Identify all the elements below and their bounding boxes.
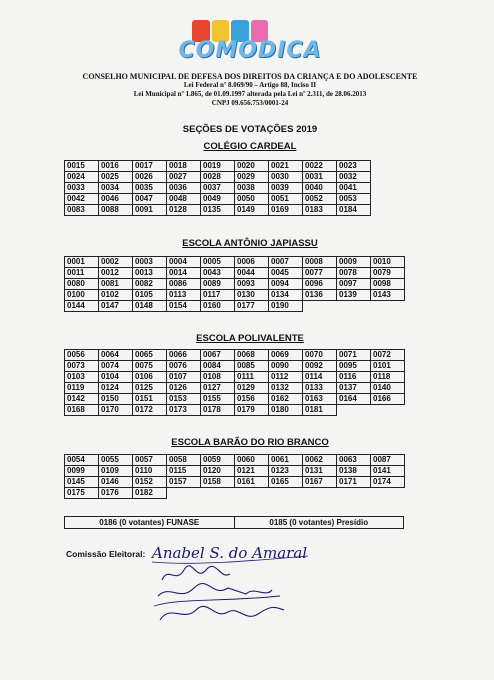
section-number-cell: 0079 [371,268,405,279]
section-number-cell: 0114 [303,372,337,383]
section-number-cell: 0059 [201,455,235,466]
empty-cell [269,488,303,499]
section-number-cell: 0030 [269,172,303,183]
section-number-cell: 0190 [269,301,303,312]
section-number-cell: 0098 [371,279,405,290]
section-number-cell: 0024 [65,172,99,183]
signature-anabel: Anabel S. do Amaral [152,544,308,562]
table-row [65,455,405,466]
section-title: ESCOLA BARÃO DO RIO BRANCO [171,437,329,448]
section-number-cell: 0153 [167,394,201,405]
section-number-cell: 0025 [99,172,133,183]
section-number-cell: 0139 [337,290,371,301]
section-number-cell: 0121 [235,466,269,477]
section-number-cell: 0040 [303,183,337,194]
section-number-cell: 0183 [303,205,337,216]
table-row [65,350,405,361]
section-number-cell: 0120 [201,466,235,477]
section-number-cell: 0108 [201,372,235,383]
table-row [65,257,405,268]
section-number-cell: 0111 [235,372,269,383]
section-number-cell: 0074 [99,361,133,372]
section-number-cell: 0103 [65,372,99,383]
section-number-cell: 0051 [269,194,303,205]
section-number-cell: 0127 [201,383,235,394]
section-number-cell: 0100 [65,290,99,301]
logo-text: COMODICA [178,38,322,63]
table-row [65,488,405,499]
section-number-cell: 0135 [201,205,235,216]
section-number-cell: 0011 [65,268,99,279]
section-number-cell: 0029 [235,172,269,183]
section-number-cell: 0023 [337,161,371,172]
section-number-cell: 0071 [337,350,371,361]
empty-cell [235,488,269,499]
section-number-cell: 0146 [99,477,133,488]
section-number-cell: 0033 [65,183,99,194]
section-number-cell: 0106 [133,372,167,383]
section-number-cell: 0048 [167,194,201,205]
section-number-cell: 0151 [133,394,167,405]
section-number-cell: 0077 [303,268,337,279]
section-number-cell: 0015 [65,161,99,172]
section-number-cell: 0118 [371,372,405,383]
section-title: ESCOLA POLIVALENTE [196,333,304,344]
section-number-cell: 0056 [65,350,99,361]
letterhead [60,72,440,108]
section-number-cell: 0155 [201,394,235,405]
federal-law: Lei Federal nº 8.069/90 – Artigo 88, Inciso II [183,81,317,89]
section-number-cell: 0126 [167,383,201,394]
section-number-cell: 0050 [235,194,269,205]
comodica-logo [130,20,370,68]
section-number-cell: 0090 [269,361,303,372]
section-number-cell: 0008 [303,257,337,268]
section-number-cell: 0184 [337,205,371,216]
empty-cell [371,488,405,499]
section-number-cell: 0017 [133,161,167,172]
section-table-colegio-cardeal [64,160,371,216]
section-number-cell: 0169 [269,205,303,216]
table-row [65,383,405,394]
section-number-cell: 0115 [167,466,201,477]
section-number-cell: 0085 [235,361,269,372]
empty-cell [337,405,371,416]
section-number-cell: 0054 [65,455,99,466]
section-number-cell: 0101 [371,361,405,372]
section-number-cell: 0140 [371,383,405,394]
table-row [65,161,371,172]
empty-cell [337,301,371,312]
section-number-cell: 0174 [371,477,405,488]
section-number-cell: 0060 [235,455,269,466]
section-number-cell: 0066 [167,350,201,361]
section-number-cell: 0143 [371,290,405,301]
section-number-cell: 0037 [201,183,235,194]
section-number-cell: 0075 [133,361,167,372]
section-number-cell: 0116 [337,372,371,383]
table-row [65,268,405,279]
section-number-cell: 0178 [201,405,235,416]
section-number-cell: 0014 [167,268,201,279]
section-number-cell: 0062 [303,455,337,466]
signatures [150,536,320,628]
section-number-cell: 0045 [269,268,303,279]
section-number-cell: 0016 [99,161,133,172]
section-number-cell: 0046 [99,194,133,205]
section-table-escola-barao-do-rio-branco [64,454,405,499]
section-number-cell: 0012 [99,268,133,279]
section-number-cell: 0175 [65,488,99,499]
section-number-cell: 0150 [99,394,133,405]
section-number-cell: 0005 [201,257,235,268]
section-title: ESCOLA ANTÔNIO JAPIASSU [182,238,318,249]
page-title: SEÇÕES DE VOTAÇÕES 2019 [182,124,318,135]
empty-cell [201,488,235,499]
section-number-cell: 0044 [235,268,269,279]
section-number-cell: 0043 [201,268,235,279]
section-number-cell: 0182 [133,488,167,499]
section-number-cell: 0053 [337,194,371,205]
section-number-cell: 0172 [133,405,167,416]
section-number-cell: 0177 [235,301,269,312]
section-number-cell: 0058 [167,455,201,466]
section-number-cell: 0061 [269,455,303,466]
section-number-cell: 0091 [133,205,167,216]
section-number-cell: 0080 [65,279,99,290]
section-title: COLÉGIO CARDEAL [203,141,297,152]
section-number-cell: 0162 [269,394,303,405]
section-number-cell: 0088 [99,205,133,216]
section-number-cell: 0165 [269,477,303,488]
section-number-cell: 0128 [167,205,201,216]
section-number-cell: 0158 [201,477,235,488]
section-number-cell: 0055 [99,455,133,466]
section-number-cell: 0160 [201,301,235,312]
section-number-cell: 0119 [65,383,99,394]
signature-line [154,596,280,606]
table-row [65,205,371,216]
section-number-cell: 0166 [371,394,405,405]
section-number-cell: 0032 [337,172,371,183]
section-number-cell: 0092 [303,361,337,372]
council-name: CONSELHO MUNICIPAL DE DEFESA DOS DIREITOS DA CRIANÇA E DO ADOLESCENTE [82,72,418,81]
table-row [65,301,405,312]
section-number-cell: 0112 [269,372,303,383]
section-number-cell: 0057 [133,455,167,466]
section-number-cell: 0171 [337,477,371,488]
section-number-cell: 0148 [133,301,167,312]
section-number-cell: 0164 [337,394,371,405]
section-number-cell: 0181 [303,405,337,416]
section-number-cell: 0136 [303,290,337,301]
section-number-cell: 0078 [337,268,371,279]
section-number-cell: 0110 [133,466,167,477]
section-number-cell: 0086 [167,279,201,290]
section-number-cell: 0089 [201,279,235,290]
empty-cell [303,488,337,499]
section-number-cell: 0168 [65,405,99,416]
section-number-cell: 0123 [269,466,303,477]
section-number-cell: 0125 [133,383,167,394]
section-number-cell: 0003 [133,257,167,268]
section-number-cell: 0117 [201,290,235,301]
section-number-cell: 0107 [167,372,201,383]
section-number-cell: 0082 [133,279,167,290]
table-row [65,372,405,383]
commission-label: Comissão Eleitoral: [66,549,146,559]
empty-cell [337,488,371,499]
section-number-cell: 0006 [235,257,269,268]
section-number-cell: 0163 [303,394,337,405]
section-number-cell: 0052 [303,194,337,205]
table-row [65,477,405,488]
section-number-cell: 0176 [99,488,133,499]
special-sections [64,516,404,529]
section-number-cell: 0028 [201,172,235,183]
section-number-cell: 0070 [303,350,337,361]
table-row [65,290,405,301]
section-number-cell: 0104 [99,372,133,383]
empty-cell [303,301,337,312]
table-row [65,394,405,405]
section-number-cell: 0173 [167,405,201,416]
section-number-cell: 0039 [269,183,303,194]
section-number-cell: 0130 [235,290,269,301]
section-number-cell: 0081 [99,279,133,290]
section-number-cell: 0094 [269,279,303,290]
table-row [65,279,405,290]
section-number-cell: 0073 [65,361,99,372]
table-row [65,172,371,183]
section-number-cell: 0109 [99,466,133,477]
section-number-cell: 0170 [99,405,133,416]
section-number-cell: 0179 [235,405,269,416]
section-number-cell: 0137 [337,383,371,394]
section-number-cell: 0021 [269,161,303,172]
section-number-cell: 0063 [337,455,371,466]
section-number-cell: 0047 [133,194,167,205]
section-number-cell: 0156 [235,394,269,405]
section-number-cell: 0064 [99,350,133,361]
section-number-cell: 0038 [235,183,269,194]
section-number-cell: 0041 [337,183,371,194]
section-number-cell: 0013 [133,268,167,279]
table-row [65,194,371,205]
section-number-cell: 0167 [303,477,337,488]
signature-scribble-1 [162,566,230,580]
section-number-cell: 0142 [65,394,99,405]
section-number-cell: 0076 [167,361,201,372]
section-number-cell: 0027 [167,172,201,183]
section-number-cell: 0001 [65,257,99,268]
section-number-cell: 0087 [371,455,405,466]
section-number-cell: 0149 [235,205,269,216]
section-number-cell: 0083 [65,205,99,216]
table-row [65,405,405,416]
section-number-cell: 0154 [167,301,201,312]
section-number-cell: 0093 [235,279,269,290]
signature-scribble-3 [160,606,284,620]
section-number-cell: 0147 [99,301,133,312]
section-number-cell: 0161 [235,477,269,488]
section-number-cell: 0138 [337,466,371,477]
section-number-cell: 0124 [99,383,133,394]
section-number-cell: 0095 [337,361,371,372]
signature-scribble-2 [158,583,272,596]
empty-cell [371,301,405,312]
section-number-cell: 0065 [133,350,167,361]
section-presidio: 0185 (0 votantes) Presídio [234,517,404,528]
section-number-cell: 0009 [337,257,371,268]
section-number-cell: 0132 [269,383,303,394]
section-number-cell: 0102 [99,290,133,301]
section-number-cell: 0034 [99,183,133,194]
section-number-cell: 0133 [303,383,337,394]
section-number-cell: 0067 [201,350,235,361]
section-number-cell: 0035 [133,183,167,194]
section-number-cell: 0134 [269,290,303,301]
section-number-cell: 0105 [133,290,167,301]
section-number-cell: 0113 [167,290,201,301]
section-number-cell: 0010 [371,257,405,268]
section-number-cell: 0049 [201,194,235,205]
section-number-cell: 0069 [269,350,303,361]
section-table-escola-antonio-japiassu [64,256,405,312]
section-number-cell: 0152 [133,477,167,488]
section-number-cell: 0007 [269,257,303,268]
section-number-cell: 0145 [65,477,99,488]
section-number-cell: 0144 [65,301,99,312]
cnpj: CNPJ 09.656.753/0001-24 [211,99,289,107]
section-number-cell: 0084 [201,361,235,372]
table-row [65,183,371,194]
table-row [65,361,405,372]
table-row [65,466,405,477]
section-number-cell: 0018 [167,161,201,172]
section-number-cell: 0180 [269,405,303,416]
section-table-escola-polivalente [64,349,405,416]
empty-cell [371,405,405,416]
section-number-cell: 0072 [371,350,405,361]
section-funase: 0186 (0 votantes) FUNASE [99,518,200,527]
section-number-cell: 0129 [235,383,269,394]
section-number-cell: 0068 [235,350,269,361]
section-number-cell: 0097 [337,279,371,290]
section-number-cell: 0031 [303,172,337,183]
section-number-cell: 0019 [201,161,235,172]
section-number-cell: 0131 [303,466,337,477]
section-number-cell: 0157 [167,477,201,488]
section-number-cell: 0002 [99,257,133,268]
municipal-law: Lei Municipal nº 1.865, de 01.09.1997 alterada pela Lei nº 2.311, de 28.06.2013 [133,90,367,98]
section-number-cell: 0026 [133,172,167,183]
section-number-cell: 0096 [303,279,337,290]
section-number-cell: 0042 [65,194,99,205]
empty-cell [167,488,201,499]
section-number-cell: 0022 [303,161,337,172]
section-number-cell: 0099 [65,466,99,477]
section-number-cell: 0036 [167,183,201,194]
section-number-cell: 0141 [371,466,405,477]
section-number-cell: 0004 [167,257,201,268]
section-number-cell: 0020 [235,161,269,172]
